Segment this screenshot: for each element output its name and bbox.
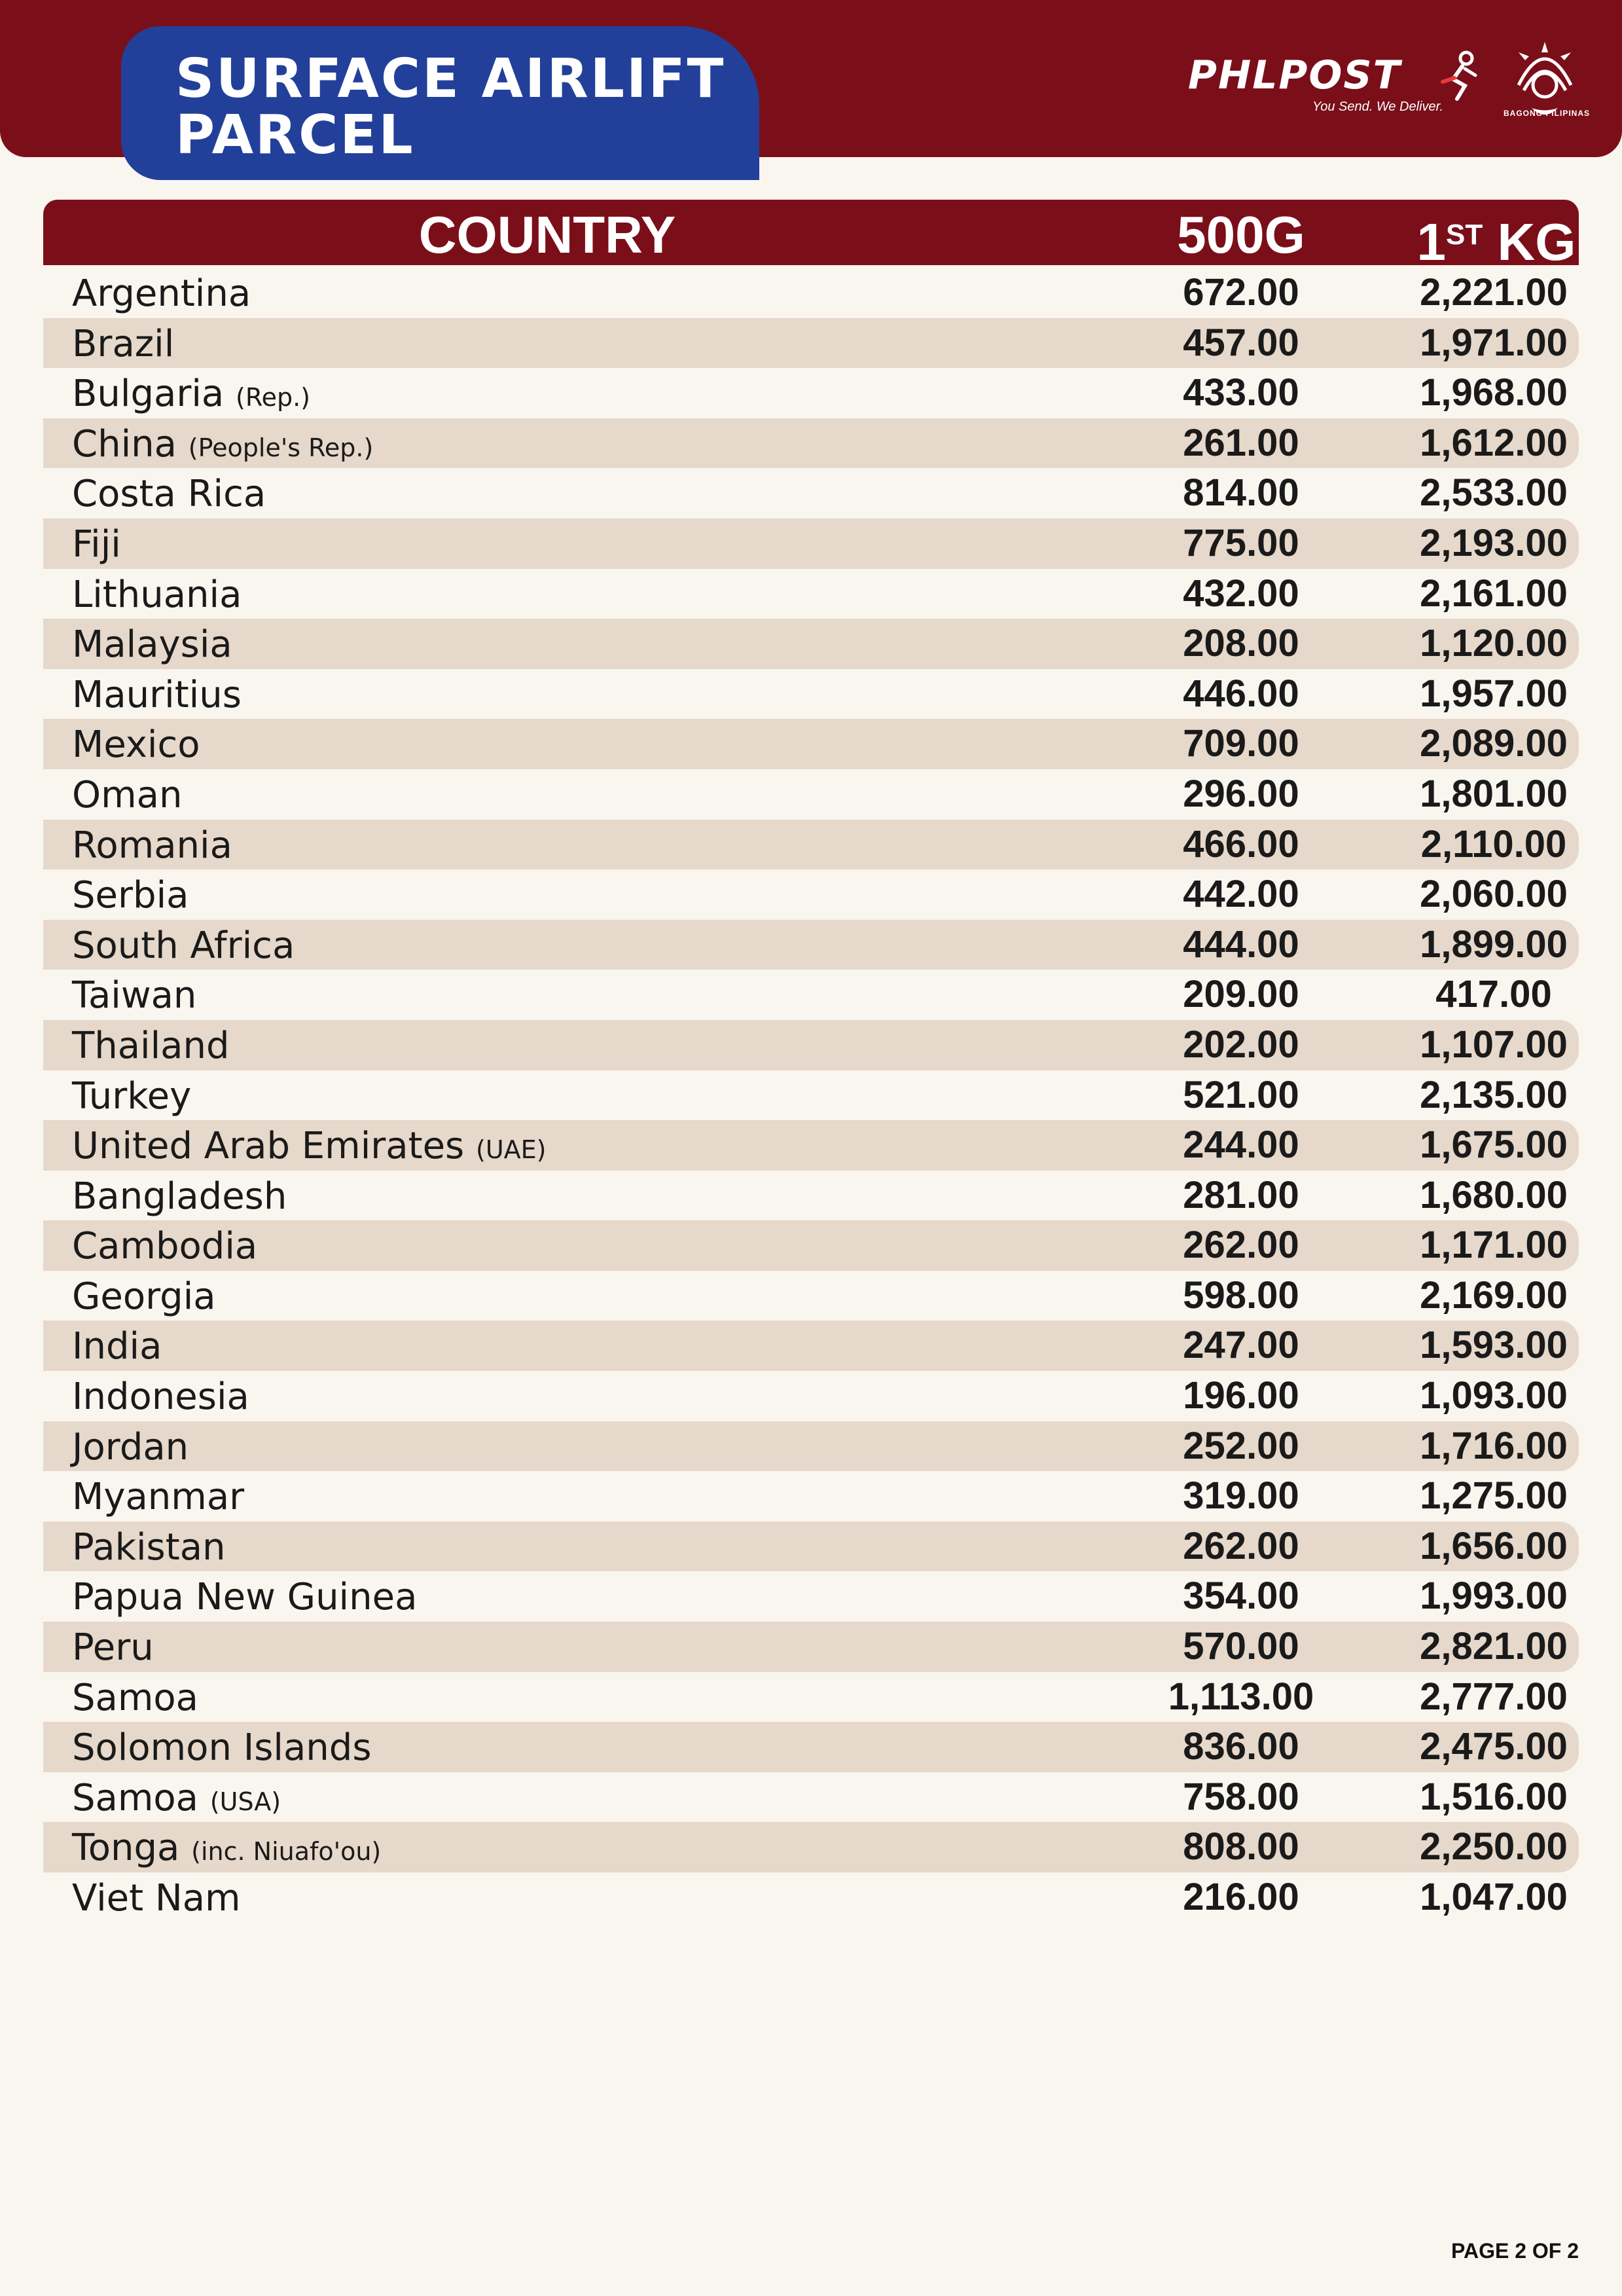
country-cell xyxy=(72,1627,154,1669)
country-name: Viet Nam xyxy=(72,1877,241,1920)
country-cell xyxy=(72,373,310,418)
table-row xyxy=(43,1171,1579,1221)
country-name: Taiwan xyxy=(72,974,197,1017)
rate-1st-kg-cell: 1,275.00 xyxy=(1420,1474,1568,1518)
country-cell xyxy=(72,1025,230,1067)
table-row xyxy=(43,418,1579,469)
rate-1st-kg-cell: 1,593.00 xyxy=(1420,1324,1568,1367)
country-name: Myanmar xyxy=(72,1476,245,1519)
country-cell xyxy=(72,424,373,469)
logo-tagline: You Send. We Deliver. xyxy=(1312,100,1444,114)
rate-1st-kg-cell: 2,060.00 xyxy=(1420,873,1568,916)
table-row xyxy=(43,368,1579,418)
title-line-1: SURFACE AIRLIFT xyxy=(175,48,726,110)
rate-1st-kg-cell: 2,193.00 xyxy=(1420,521,1568,564)
rate-500g-cell: 261.00 xyxy=(1183,421,1299,464)
rate-500g-cell: 202.00 xyxy=(1183,1023,1299,1066)
country-name: South Africa xyxy=(72,924,295,967)
country-cell xyxy=(72,975,196,1017)
rate-1st-kg-cell: 2,169.00 xyxy=(1420,1273,1568,1317)
country-cell xyxy=(72,323,174,365)
rate-500g-cell: 208.00 xyxy=(1183,622,1299,665)
column-header-kg-number: 1 xyxy=(1416,213,1447,271)
country-cell xyxy=(72,925,295,967)
country-name: Georgia xyxy=(72,1275,216,1318)
table-row xyxy=(43,1271,1579,1321)
column-header-1st-kg xyxy=(1365,208,1622,270)
country-note: (UAE) xyxy=(476,1135,547,1165)
rate-1st-kg-cell: 1,957.00 xyxy=(1420,672,1568,715)
rate-500g-cell: 709.00 xyxy=(1183,722,1299,765)
country-name: Peru xyxy=(72,1626,154,1669)
country-cell xyxy=(72,1326,162,1368)
table-row xyxy=(43,1571,1579,1622)
phlpost-logo xyxy=(1188,46,1489,124)
rate-500g-cell: 281.00 xyxy=(1183,1173,1299,1216)
country-name: Romania xyxy=(72,824,232,867)
table-row xyxy=(43,1471,1579,1522)
country-cell xyxy=(72,1125,547,1171)
country-cell xyxy=(72,724,200,766)
column-header-500g: 500G xyxy=(1177,206,1305,264)
table-row xyxy=(43,1371,1579,1421)
table-row xyxy=(43,1421,1579,1472)
country-note: (inc. Niuafo'ou) xyxy=(191,1837,382,1867)
column-header-kg-unit: KG xyxy=(1497,213,1576,271)
country-name: Mexico xyxy=(72,723,200,767)
rate-1st-kg-cell: 2,110.00 xyxy=(1420,822,1567,866)
table-row xyxy=(43,1120,1579,1171)
country-name: Papua New Guinea xyxy=(72,1576,418,1619)
table-row xyxy=(43,920,1579,970)
table-row xyxy=(43,719,1579,769)
rate-500g-cell: 672.00 xyxy=(1183,271,1299,314)
country-note: (People's Rep.) xyxy=(188,433,374,462)
rate-500g-cell: 466.00 xyxy=(1183,822,1299,866)
table-row xyxy=(43,318,1579,369)
rate-1st-kg-cell: 2,089.00 xyxy=(1420,722,1568,765)
page-number: PAGE 2 OF 2 xyxy=(1451,2239,1579,2263)
rate-1st-kg-cell: 1,516.00 xyxy=(1420,1775,1568,1818)
rate-1st-kg-cell: 2,475.00 xyxy=(1420,1725,1568,1768)
country-cell xyxy=(72,774,182,816)
country-cell xyxy=(72,1376,249,1418)
table-row xyxy=(43,468,1579,519)
country-name: Samoa xyxy=(72,1676,198,1719)
country-cell xyxy=(72,1777,281,1823)
table-row xyxy=(43,970,1579,1020)
rate-1st-kg-cell: 1,971.00 xyxy=(1420,321,1568,364)
table-row xyxy=(43,869,1579,920)
rate-500g-cell: 252.00 xyxy=(1183,1424,1299,1467)
rate-1st-kg-cell: 1,675.00 xyxy=(1420,1123,1568,1167)
rate-500g-cell: 196.00 xyxy=(1183,1374,1299,1417)
rate-1st-kg-cell: 2,135.00 xyxy=(1420,1073,1568,1116)
rate-1st-kg-cell: 1,171.00 xyxy=(1420,1224,1568,1267)
rate-1st-kg-cell: 1,680.00 xyxy=(1420,1173,1568,1216)
rate-1st-kg-cell: 2,533.00 xyxy=(1420,471,1568,515)
country-name: Brazil xyxy=(72,322,175,365)
country-cell xyxy=(72,1827,381,1872)
rate-1st-kg-cell: 1,656.00 xyxy=(1420,1524,1568,1567)
country-name: China xyxy=(72,422,177,465)
table-row xyxy=(43,1772,1579,1823)
country-name: India xyxy=(72,1325,162,1368)
rate-500g-cell: 354.00 xyxy=(1183,1575,1299,1618)
rate-500g-cell: 808.00 xyxy=(1183,1825,1299,1868)
rate-500g-cell: 432.00 xyxy=(1183,572,1299,615)
country-name: Pakistan xyxy=(72,1525,226,1569)
rate-500g-cell: 296.00 xyxy=(1183,772,1299,815)
country-name: Samoa xyxy=(72,1776,198,1819)
rate-1st-kg-cell: 1,716.00 xyxy=(1420,1424,1568,1467)
country-cell xyxy=(72,574,242,616)
rate-500g-cell: 244.00 xyxy=(1183,1123,1299,1167)
country-name: Jordan xyxy=(72,1425,189,1468)
rate-500g-cell: 444.00 xyxy=(1183,922,1299,966)
table-row xyxy=(43,1220,1579,1271)
table-row xyxy=(43,268,1579,318)
column-header-country: COUNTRY xyxy=(418,206,676,264)
rate-1st-kg-cell: 1,120.00 xyxy=(1420,622,1568,665)
rate-1st-kg-cell: 1,093.00 xyxy=(1420,1374,1568,1417)
rate-500g-cell: 262.00 xyxy=(1183,1224,1299,1267)
table-row xyxy=(43,769,1579,820)
rate-500g-cell: 247.00 xyxy=(1183,1324,1299,1367)
logo-wordmark: PHLPOST xyxy=(1188,52,1401,98)
page-title xyxy=(175,48,765,166)
country-cell xyxy=(72,1076,191,1118)
rate-1st-kg-cell: 2,161.00 xyxy=(1420,572,1568,615)
country-cell xyxy=(72,1527,226,1569)
table-row xyxy=(43,519,1579,569)
rate-1st-kg-cell: 1,993.00 xyxy=(1420,1575,1568,1618)
rate-500g-cell: 446.00 xyxy=(1183,672,1299,715)
rate-1st-kg-cell: 1,801.00 xyxy=(1420,772,1568,815)
rate-1st-kg-cell: 2,777.00 xyxy=(1420,1675,1568,1718)
rate-1st-kg-cell: 1,107.00 xyxy=(1420,1023,1568,1066)
country-cell xyxy=(72,473,266,515)
country-name: Bulgaria xyxy=(72,373,225,416)
runner-icon xyxy=(1433,49,1486,101)
country-name: Oman xyxy=(72,773,183,816)
rate-1st-kg-cell: 1,047.00 xyxy=(1420,1876,1568,1918)
table-row xyxy=(43,1722,1579,1772)
country-note: (USA) xyxy=(209,1787,281,1816)
rate-500g-cell: 442.00 xyxy=(1183,873,1299,916)
country-name: Indonesia xyxy=(72,1376,249,1419)
title-line-2: PARCEL xyxy=(175,104,415,166)
country-cell xyxy=(72,825,232,867)
table-row xyxy=(43,1321,1579,1371)
seal-label: BAGONG PILIPINAS xyxy=(1503,109,1590,118)
country-cell xyxy=(72,875,189,917)
country-name: Lithuania xyxy=(72,573,242,616)
country-name: Turkey xyxy=(72,1074,192,1118)
country-cell xyxy=(72,1878,241,1920)
rate-500g-cell: 262.00 xyxy=(1183,1524,1299,1567)
table-row xyxy=(43,1622,1579,1672)
rate-1st-kg-cell: 2,221.00 xyxy=(1420,271,1568,314)
rate-1st-kg-cell: 2,821.00 xyxy=(1420,1625,1568,1668)
table-row xyxy=(43,1522,1579,1572)
country-name: Serbia xyxy=(72,874,189,917)
country-name: Thailand xyxy=(72,1024,230,1067)
country-name: United Arab Emirates xyxy=(72,1125,465,1168)
country-cell xyxy=(72,1677,198,1719)
rate-500g-cell: 457.00 xyxy=(1183,321,1299,364)
rates-table xyxy=(43,200,1579,1923)
rate-500g-cell: 758.00 xyxy=(1183,1775,1299,1818)
country-cell xyxy=(72,1276,216,1318)
country-cell xyxy=(72,1427,189,1468)
country-name: Mauritius xyxy=(72,673,242,716)
rate-1st-kg-cell: 1,899.00 xyxy=(1420,922,1568,966)
table-row xyxy=(43,619,1579,669)
country-cell xyxy=(72,524,121,566)
country-cell xyxy=(72,273,251,315)
country-name: Bangladesh xyxy=(72,1175,287,1218)
table-row xyxy=(43,669,1579,720)
country-name: Solomon Islands xyxy=(72,1726,372,1770)
country-cell xyxy=(72,1476,244,1518)
country-note: (Rep.) xyxy=(236,383,310,412)
column-header-kg-superscript: ST xyxy=(1446,219,1483,251)
rate-1st-kg-cell: 1,612.00 xyxy=(1420,421,1568,464)
table-row xyxy=(43,1020,1579,1070)
country-cell xyxy=(72,1576,417,1618)
rate-500g-cell: 433.00 xyxy=(1183,371,1299,414)
country-cell xyxy=(72,1727,372,1769)
country-cell xyxy=(72,1176,287,1218)
rate-500g-cell: 814.00 xyxy=(1183,471,1299,515)
country-name: Cambodia xyxy=(72,1225,258,1268)
table-row xyxy=(43,820,1579,870)
table-header xyxy=(43,200,1579,271)
rate-500g-cell: 836.00 xyxy=(1183,1725,1299,1768)
country-name: Costa Rica xyxy=(72,473,266,516)
rate-500g-cell: 775.00 xyxy=(1183,521,1299,564)
rate-500g-cell: 521.00 xyxy=(1183,1073,1299,1116)
rate-1st-kg-cell: 2,250.00 xyxy=(1420,1825,1568,1868)
rate-500g-cell: 216.00 xyxy=(1183,1876,1299,1918)
country-name: Fiji xyxy=(72,522,121,566)
rate-500g-cell: 598.00 xyxy=(1183,1273,1299,1317)
country-name: Malaysia xyxy=(72,623,232,666)
table-row xyxy=(43,1872,1579,1923)
table-row xyxy=(43,1070,1579,1121)
rate-500g-cell: 209.00 xyxy=(1183,973,1299,1016)
table-row xyxy=(43,569,1579,619)
country-cell xyxy=(72,674,242,716)
rate-1st-kg-cell: 417.00 xyxy=(1435,973,1552,1016)
rate-1st-kg-cell: 1,968.00 xyxy=(1420,371,1568,414)
table-row xyxy=(43,1822,1579,1872)
rate-500g-cell: 1,113.00 xyxy=(1168,1675,1314,1718)
country-cell xyxy=(72,624,232,666)
table-row xyxy=(43,1672,1579,1722)
rate-500g-cell: 319.00 xyxy=(1183,1474,1299,1518)
country-name: Tonga xyxy=(72,1827,180,1870)
rate-500g-cell: 570.00 xyxy=(1183,1625,1299,1668)
country-cell xyxy=(72,1226,257,1267)
country-name: Argentina xyxy=(72,272,251,315)
table-body xyxy=(43,268,1579,1923)
